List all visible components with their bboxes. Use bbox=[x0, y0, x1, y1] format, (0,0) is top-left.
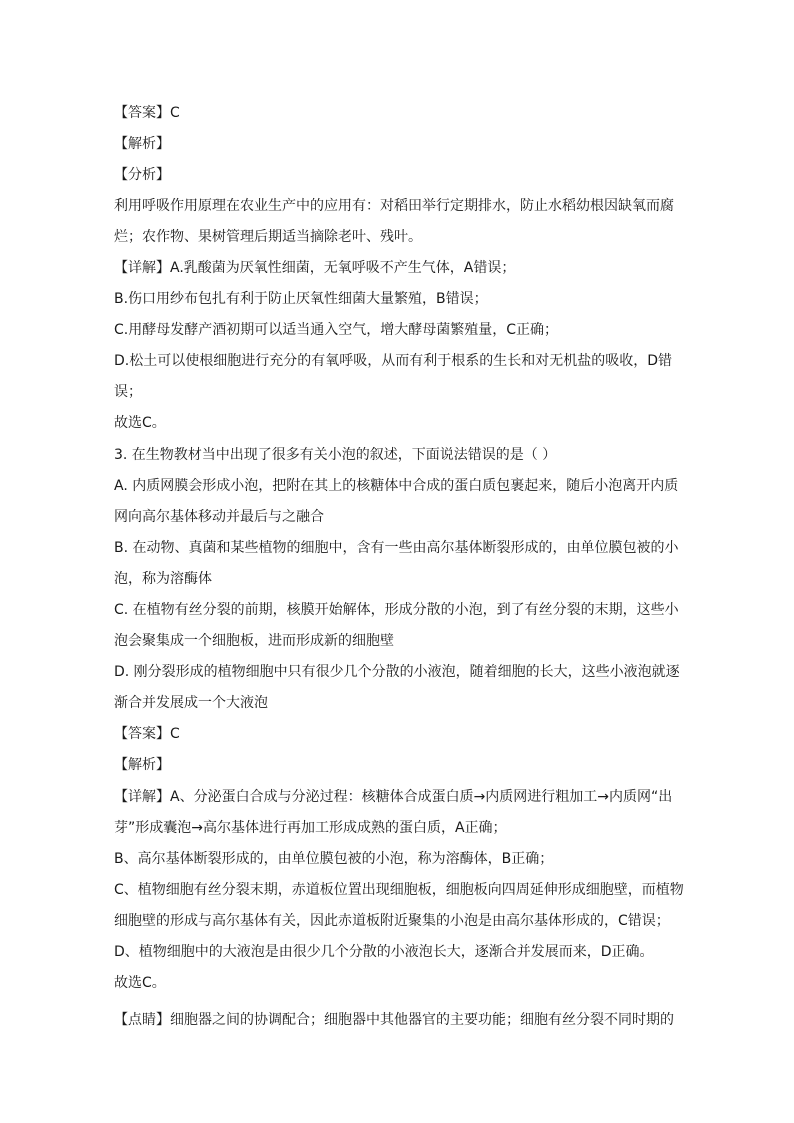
text-line: 烂；农作物、果树管理后期适当摘除老叶、残叶。 bbox=[114, 229, 422, 245]
comment-line: 【点睛】细胞器之间的协调配合；细胞器中其他器官的主要功能；细胞有丝分裂不同时期的 bbox=[114, 1012, 674, 1028]
detail-line: 【详解】A.乳酸菌为厌氧性细菌，无氧呼吸不产生气体，A错误； bbox=[114, 260, 516, 276]
question-3-stem: 3. 在生物教材当中出现了很多有关小泡的叙述，下面说法错误的是（ ） bbox=[114, 447, 557, 463]
text-line: C.用酵母发酵产酒初期可以适当通入空气，增大酵母菌繁殖量，C正确； bbox=[114, 322, 558, 338]
option-a-line: 网向高尔基体移动并最后与之融合 bbox=[114, 509, 324, 525]
analysis-label: 【解析】 bbox=[114, 136, 170, 152]
option-a-line: A. 内质网膜会形成小泡，把附在其上的核糖体中合成的蛋白质包裹起来，随后小泡离开内质 bbox=[114, 478, 679, 494]
text-line: 细胞壁的形成与高尔基体有关，因此赤道板附近聚集的小泡是由高尔基体形成的，C错误； bbox=[114, 913, 670, 929]
text-line: 芽”形成囊泡→高尔基体进行再加工形成成熟的蛋白质，A正确； bbox=[114, 820, 507, 836]
option-d-line: 渐合并发展成一个大液泡 bbox=[114, 695, 268, 711]
text-line: 误； bbox=[114, 384, 142, 400]
answer-label: 【答案】C bbox=[114, 105, 180, 121]
option-d-line: D. 刚分裂形成的植物细胞中只有很少几个分散的小液泡，随着细胞的长大，这些小液泡就逐 bbox=[114, 664, 680, 680]
text-line: D.松土可以使根细胞进行充分的有氧呼吸，从而有利于根系的生长和对无机盐的吸收，D错 bbox=[114, 353, 673, 369]
text-line: B、高尔基体断裂形成的，由单位膜包被的小泡，称为溶酶体，B正确； bbox=[114, 851, 554, 867]
analysis-label: 【解析】 bbox=[114, 757, 170, 773]
conclusion-line: 故选C。 bbox=[114, 415, 166, 431]
option-c-line: 泡会聚集成一个细胞板，进而形成新的细胞壁 bbox=[114, 633, 394, 649]
text-line: D、植物细胞中的大液泡是由很少几个分散的小液泡长大，逐渐合并发展而来，D正确。 bbox=[114, 944, 654, 960]
text-line: 利用呼吸作用原理在农业生产中的应用有：对稻田举行定期排水，防止水稻幼根因缺氧而腐 bbox=[114, 198, 674, 214]
text-line: B.伤口用纱布包扎有利于防止厌氧性细菌大量繁殖，B错误； bbox=[114, 291, 488, 307]
answer-label: 【答案】C bbox=[114, 726, 180, 742]
fenxi-label: 【分析】 bbox=[114, 167, 170, 183]
text-line: C、植物细胞有丝分裂末期，赤道板位置出现细胞板，细胞板向四周延伸形成细胞壁，而植物 bbox=[114, 882, 684, 898]
option-b-line: B. 在动物、真菌和某些植物的细胞中，含有一些由高尔基体断裂形成的，由单位膜包被的小 bbox=[114, 540, 679, 556]
detail-line: 【详解】A、分泌蛋白合成与分泌过程：核糖体合成蛋白质→内质网进行粗加工→内质网“出 bbox=[114, 789, 673, 805]
conclusion-line: 故选C。 bbox=[114, 975, 166, 991]
option-b-line: 泡，称为溶酶体 bbox=[114, 571, 212, 587]
option-c-line: C. 在植物有丝分裂的前期，核膜开始解体，形成分散的小泡，到了有丝分裂的末期，这些小 bbox=[114, 602, 679, 618]
